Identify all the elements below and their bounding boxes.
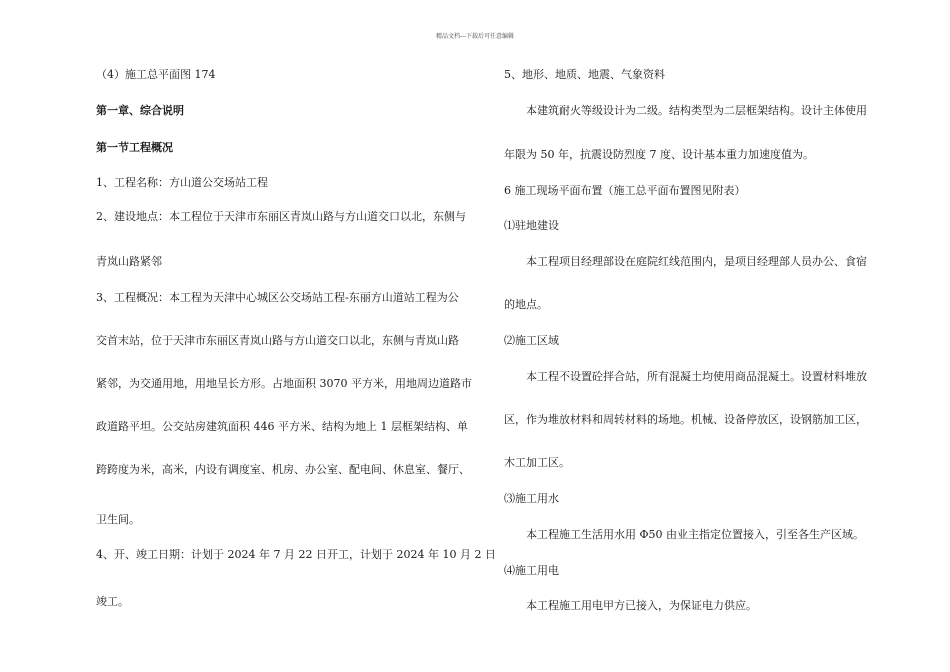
paragraph-line: 的地点。 [504, 298, 548, 311]
paragraph-line: 政道路平坦。公交站房建筑面积 446 平方米、结构为地上 1 层框架结构、单 [96, 420, 468, 433]
subsection-heading: 6 施工现场平面布置（施工总平面布置图见附表） [504, 184, 746, 197]
page-header-note: 精品文档---下载后可任意编辑 [435, 33, 515, 40]
paragraph-line: 青岚山路紧邻 [96, 255, 162, 268]
right-column [504, 0, 874, 672]
paragraph-line: 本工程施工生活用水用 Φ50 由业主指定位置接入，引至各生产区域。 [526, 528, 865, 541]
item-heading: ⑶施工用水 [504, 492, 559, 505]
paragraph-line: 本工程施工用电甲方已接入，为保证电力供应。 [526, 599, 757, 612]
toc-entry: （4）施工总平面图 174 [96, 68, 216, 81]
paragraph-line: 区，作为堆放材料和周转材料的场地。机械、设备停放区，设钢筋加工区， [504, 413, 867, 426]
paragraph-line: 卫生间。 [96, 513, 140, 526]
item-heading: ⑴驻地建设 [504, 219, 559, 232]
paragraph-line: 本建筑耐火等级设计为二级。结构类型为二层框架结构。设计主体使用 [526, 104, 867, 117]
item-heading: ⑷施工用电 [504, 564, 559, 577]
item-heading: ⑵施工区域 [504, 334, 559, 347]
paragraph-line: 年限为 50 年，抗震设防烈度 7 度、设计基本重力加速度值为。 [504, 148, 814, 161]
paragraph-line: 3、工程概况：本工程为天津中心城区公交场站工程-东丽方山道站工程为公 [96, 291, 459, 304]
paragraph-line: 交首末站，位于天津市东丽区青岚山路与方山道交口以北，东侧与青岚山路 [96, 334, 459, 347]
paragraph-line: 2、建设地点：本工程位于天津市东丽区青岚山路与方山道交口以北，东侧与 [96, 210, 466, 223]
section-heading: 第一节工程概况 [96, 141, 173, 154]
chapter-heading: 第一章、综合说明 [96, 104, 184, 117]
paragraph-line: 紧邻，为交通用地，用地呈长方形。占地面积 3070 平方米，用地周边道路市 [96, 377, 472, 390]
paragraph-line: 本工程不设置砼拌合站，所有混凝土均使用商品混凝土。设置材料堆放 [526, 370, 867, 383]
paragraph-line: 本工程项目经理部设在庭院红线范围内，是项目经理部人员办公、食宿 [526, 255, 867, 268]
paragraph-line: 4、开、竣工日期：计划于 2024 年 7 月 22 日开工，计划于 2024 年 10 月 2 日 [96, 548, 496, 561]
paragraph-line: 木工加工区。 [504, 456, 570, 469]
paragraph-line: 1、工程名称：方山道公交场站工程 [96, 176, 268, 189]
paragraph-line: 竣工。 [96, 595, 129, 608]
subsection-heading: 5、地形、地质、地震、气象资料 [504, 68, 665, 81]
paragraph-line: 跨跨度为米，高米，内设有调度室、机房、办公室、配电间、休息室、餐厅、 [96, 463, 470, 476]
